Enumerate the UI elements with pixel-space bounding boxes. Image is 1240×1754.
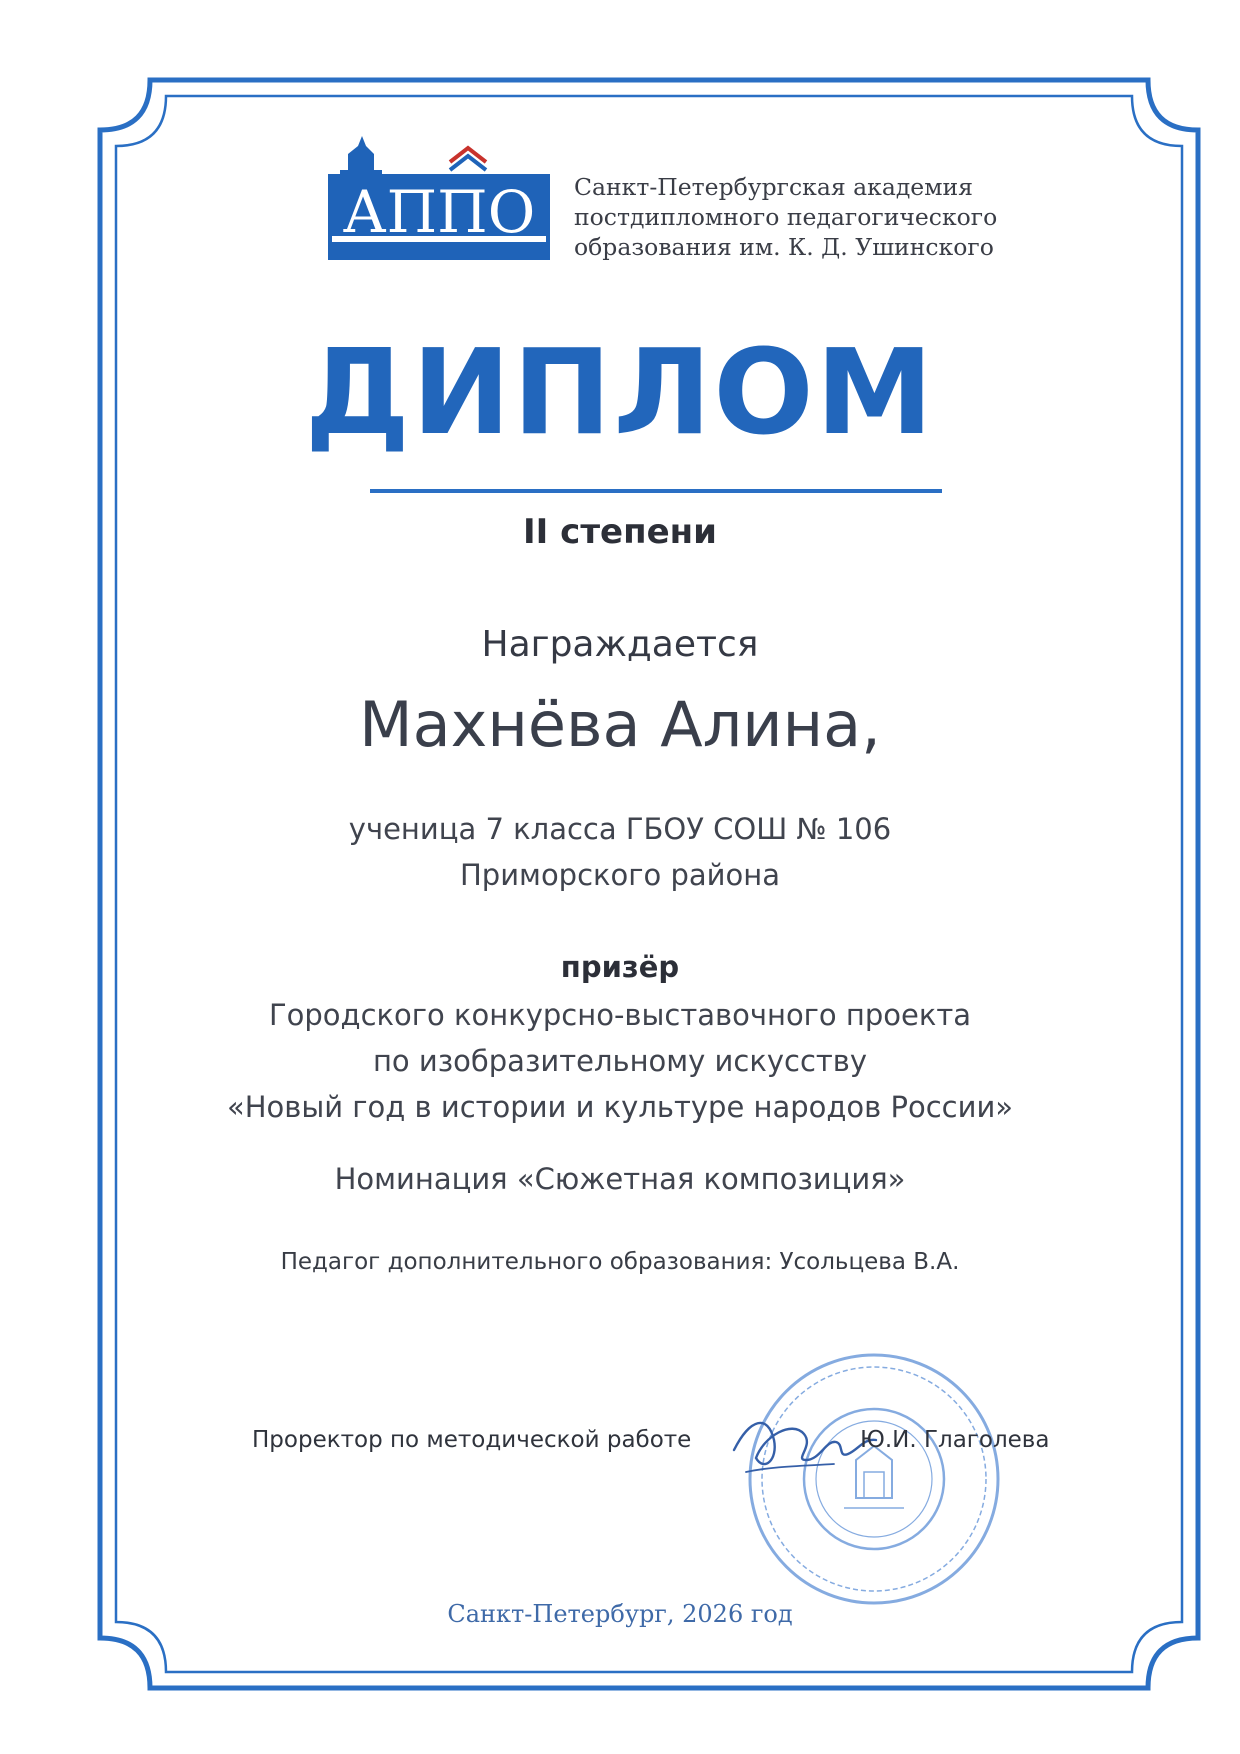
organization-name xyxy=(574,172,1094,262)
city-year: Санкт-Петербург, 2026 год xyxy=(447,1600,793,1628)
organization-line: постдипломного педагогического xyxy=(574,203,998,231)
appo-logo xyxy=(328,132,550,260)
project-line: Городского конкурсно-выставочного проекта xyxy=(268,998,972,1032)
diploma-title: ДИПЛОМ xyxy=(304,323,936,461)
signatory-name: Ю.И. Глаголева xyxy=(860,1427,1050,1453)
nomination: Номинация «Сюжетная композиция» xyxy=(334,1162,906,1196)
signatory-role: Проректор по методической работе xyxy=(252,1427,692,1453)
award-status: призёр xyxy=(560,950,680,984)
teacher-credit: Педагог дополнительного образования: Усольцева В.А. xyxy=(280,1249,960,1275)
awarded-label: Награждается xyxy=(481,624,759,665)
project-line: по изобразительному искусству xyxy=(372,1044,868,1078)
recipient-name: Махнёва Алина, xyxy=(359,688,881,761)
project-line: «Новый год в истории и культуре народов России» xyxy=(226,1090,1014,1124)
student-info-line: Приморского района xyxy=(460,858,780,892)
student-info-line: ученица 7 класса ГБОУ СОШ № 106 xyxy=(348,812,892,846)
title-divider xyxy=(370,489,942,493)
diploma-degree: II степени xyxy=(523,512,717,552)
organization-line: Санкт-Петербургская академия xyxy=(574,173,973,201)
logo-text: АППО xyxy=(342,178,536,246)
official-seal-stamp xyxy=(724,1348,1024,1610)
organization-line: образования им. К. Д. Ушинского xyxy=(574,233,994,261)
